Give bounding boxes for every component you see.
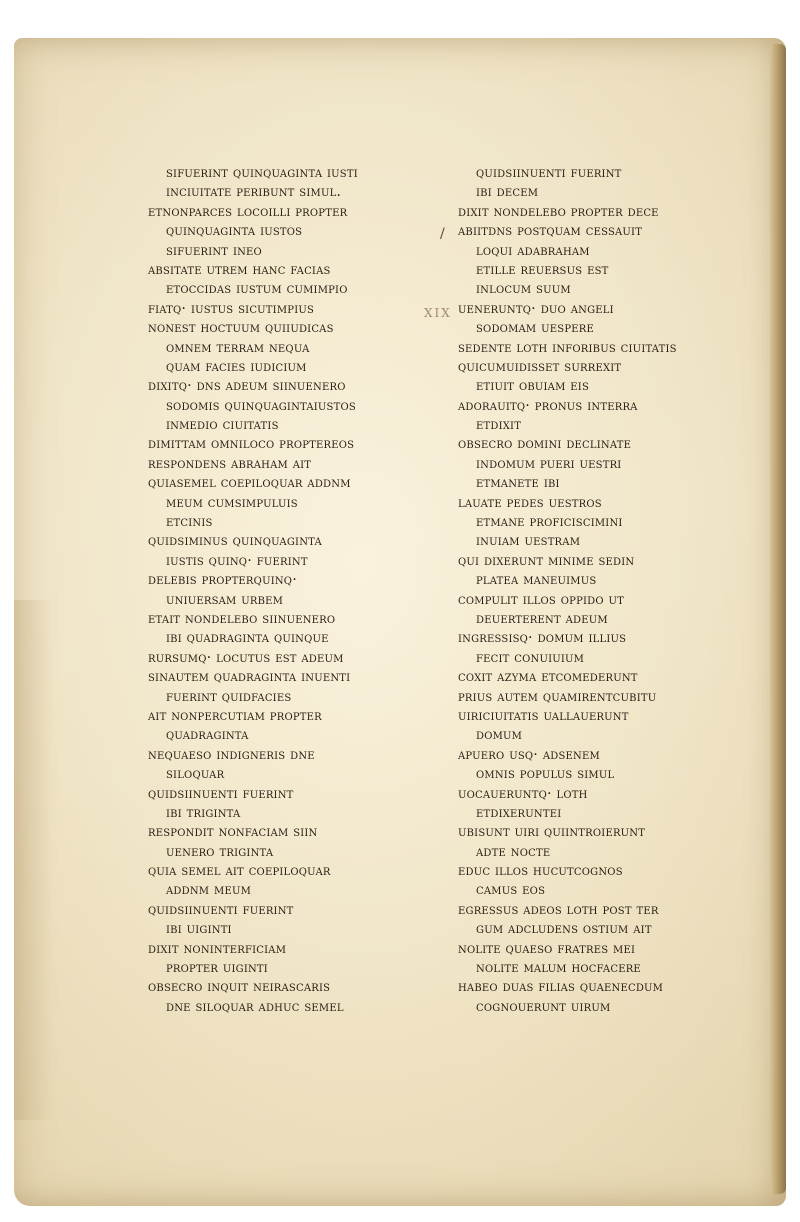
page-edge [770, 44, 786, 1194]
margin-slash: / [440, 226, 447, 242]
text-line: inciuitate peribunt simul. [166, 184, 342, 201]
text-line: etmane proficiscimini [476, 514, 623, 531]
text-line: nequaeso indigneris dne [148, 746, 315, 763]
text-line: etnonparces locoilli propter [148, 203, 348, 220]
text-line: obsecro domini declinate [458, 436, 632, 453]
text-line: quidsiinuenti fuerint [148, 901, 294, 918]
text-line: respondit nonfaciam siin [148, 824, 318, 841]
text-line: indomum pueri uestri [476, 455, 622, 472]
text-line: etdixeruntei [476, 804, 562, 821]
text-line: loqui adabraham [476, 242, 590, 259]
text-line: sifuerint quinquaginta iusti [166, 165, 358, 181]
text-column-left [148, 164, 438, 1017]
text-line: iustis quinq· fuerint [166, 552, 308, 569]
text-line: omnis populus simul [476, 766, 615, 783]
text-line: gum adcludens ostium ait [476, 921, 652, 938]
text-line: deuerterent adeum [476, 610, 608, 627]
text-line: quidsiinuenti fuerint [148, 785, 294, 802]
text-line: sifuerint ineo [166, 242, 262, 259]
text-line: quicumuidisset surrexit [458, 358, 622, 375]
text-line: rursumq· locutus est adeum [148, 649, 344, 666]
text-line: coxit azyma etcomederunt [458, 669, 638, 686]
text-line: nonest hoctuum quiiudicas [148, 320, 334, 337]
text-line: etait nondelebo siinuenero [148, 610, 336, 627]
text-line: uiriciuitatis uallauerunt [458, 707, 629, 724]
text-line: abiitdns postquam cessauit [458, 223, 643, 240]
text-line: sodomis quinquagintaiustos [166, 397, 356, 414]
text-line: dixitq· dns adeum siinuenero [148, 378, 346, 395]
text-line: uocaueruntq· loth [458, 785, 588, 802]
text-line: nolite quaeso fratres mei [458, 940, 636, 957]
text-line: sedente loth inforibus ciuitatis [458, 339, 677, 356]
text-line: prius autem quamirentcubitu [458, 688, 657, 705]
text-line: ueneruntq· duo angeli [458, 300, 614, 317]
text-line: etiuit obuiam eis [476, 378, 590, 395]
text-line: educ illos hucutcognos [458, 863, 623, 880]
text-line: etmanete ibi [476, 475, 560, 492]
text-line: inlocum suum [476, 281, 571, 298]
text-line: dimittam omniloco proptereos [148, 436, 355, 453]
text-column-right [458, 164, 758, 1017]
text-line: ubisunt uiri quiintroierunt [458, 824, 646, 841]
text-line: delebis propterquinq· [148, 572, 297, 589]
text-line: quidsiminus quinquaginta [148, 533, 322, 550]
text-line: sodomam uespere [476, 320, 594, 337]
text-line: ait nonpercutiam propter [148, 707, 322, 724]
text-line: propter uiginti [166, 960, 268, 977]
text-line: ibi quadraginta quinque [166, 630, 329, 647]
text-line: etcinis [166, 514, 213, 531]
text-line: etille reuersus est [476, 261, 609, 278]
parchment-stain [14, 600, 54, 1120]
text-line: meum cumsimpuluis [166, 494, 298, 511]
text-line: compulit illos oppido ut [458, 591, 625, 608]
text-line: qui dixerunt minime sedin [458, 552, 635, 569]
text-line: fecit conuiuium [476, 649, 585, 666]
text-line: domum [476, 727, 523, 744]
text-line: uniuersam urbem [166, 591, 284, 608]
text-line: adorauitq· pronus interra [458, 397, 638, 414]
text-line: respondens abraham ait [148, 455, 312, 472]
text-line: omnem terram nequa [166, 339, 310, 356]
text-line: cognouerunt uirum [476, 998, 611, 1015]
text-line: habeo duas filias quaenecdum [458, 979, 664, 996]
text-line: adte nocte [476, 843, 551, 860]
text-line: etdixit [476, 417, 522, 434]
text-line: egressus adeos loth post ter [458, 901, 659, 918]
text-line: quinquaginta iustos [166, 223, 303, 240]
text-line: siloquar [166, 766, 225, 783]
text-line: obsecro inquit neirascaris [148, 979, 331, 996]
text-line: quidsiinuenti fuerint [476, 165, 622, 181]
text-line: quam facies iudicium [166, 358, 307, 375]
text-line: inmedio ciuitatis [166, 417, 279, 434]
text-line: fuerint quidfacies [166, 688, 292, 705]
text-line: camus eos [476, 882, 546, 899]
text-line: platea maneuimus [476, 572, 597, 589]
text-line: absitate utrem hanc facias [148, 261, 331, 278]
text-line: ibi triginta [166, 804, 241, 821]
text-line: uenero triginta [166, 843, 274, 860]
text-line: quadraginta [166, 727, 249, 744]
text-line: quia semel ait coepiloquar [148, 863, 331, 880]
text-line: ingressisq· domum illius [458, 630, 627, 647]
text-line: quiasemel coepiloquar addnm [148, 475, 351, 492]
text-line: fiatq· iustus sicutimpius [148, 300, 315, 317]
text-line: dixit noninterficiam [148, 940, 287, 957]
text-line: addnm meum [166, 882, 252, 899]
text-line: nolite malum hocfacere [476, 960, 641, 977]
text-line: sinautem quadraginta inuenti [148, 669, 351, 686]
text-line: ibi uiginti [166, 921, 232, 938]
text-line: dne siloquar adhuc semel [166, 998, 344, 1015]
text-line: etoccidas iustum cumimpio [166, 281, 348, 298]
text-line: inuiam uestram [476, 533, 581, 550]
text-line: ibi decem [476, 184, 539, 201]
text-line: dixit nondelebo propter dece [458, 203, 659, 220]
text-line: apuero usq· adsenem [458, 746, 600, 763]
text-line: lauate pedes uestros [458, 494, 602, 511]
chapter-marker: XIX [424, 306, 452, 320]
